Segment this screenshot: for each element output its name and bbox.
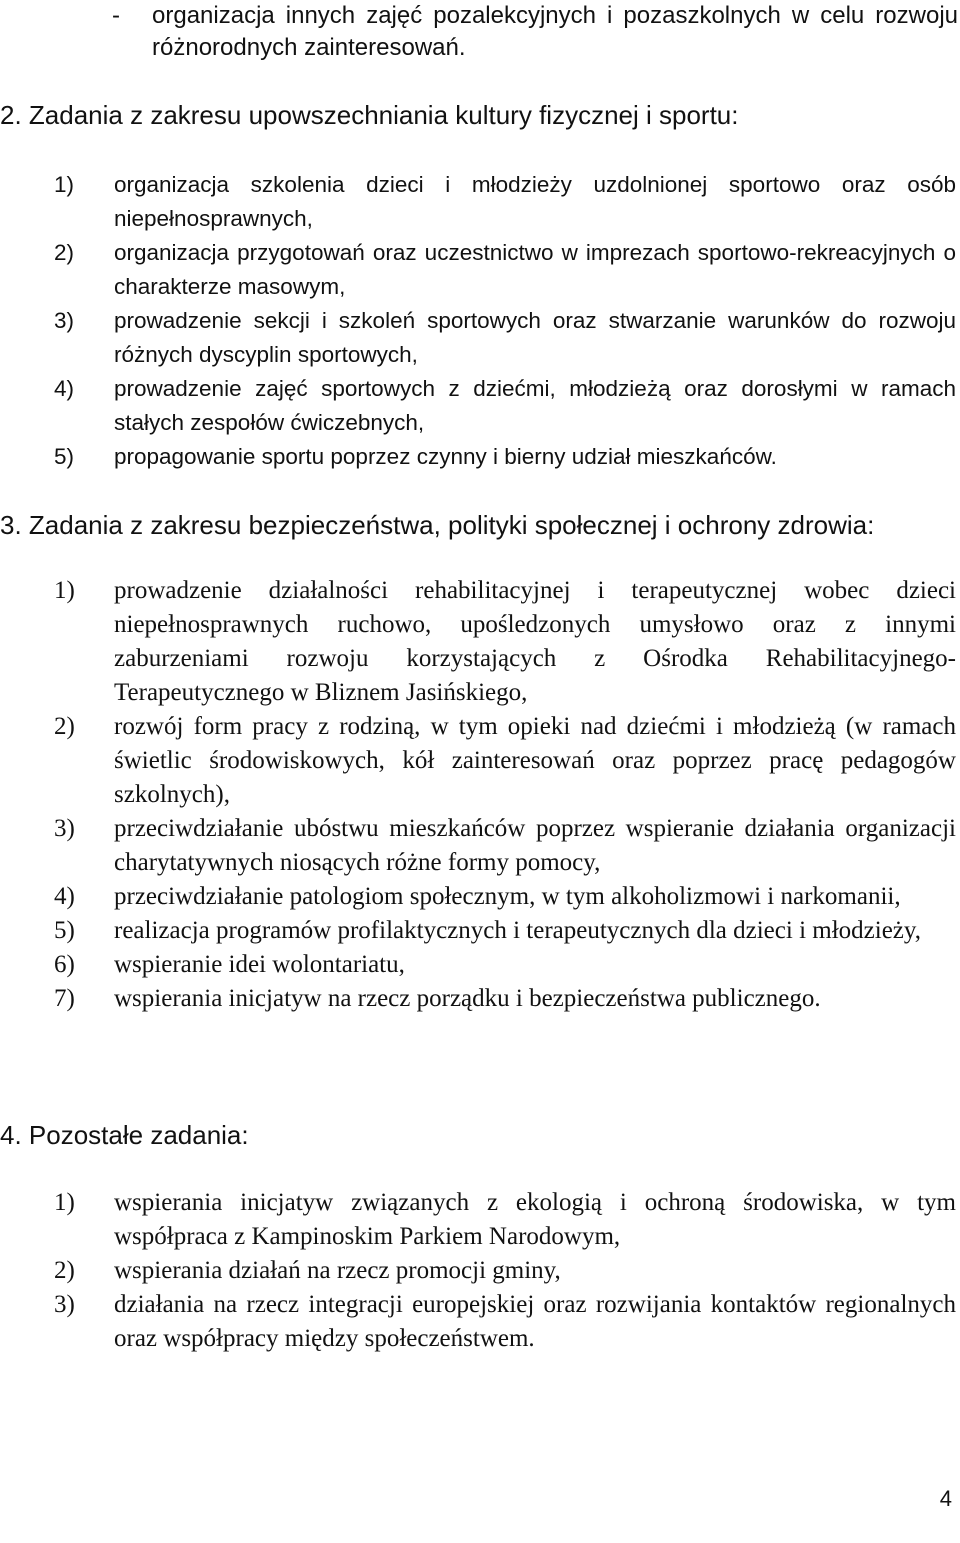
item-text: organizacja szkolenia dzieci i młodzieży uzdolnionej sportowo oraz osób niepełnosprawnych, [114,172,956,231]
list-item [54,372,956,440]
item-number: 3) [54,815,75,842]
item-number: 6) [54,951,75,978]
item-number: 5) [54,917,75,944]
item-text: realizacja programów profilaktycznych i terapeutycznych dla dzieci i młodzieży, [114,917,922,944]
item-text: wspieranie idei wolontariatu, [114,951,405,978]
item-text: prowadzenie działalności rehabilitacyjnej i terapeutycznej wobec dzieci niepełnosprawnych ruchowo, upośledzonych umysłowo oraz z innymi zaburzeniami rozwoju korzystających z Ośrodka Rehabilitacyjnego- Terapeutycznego w Bliznem Jasińskiego, [114,577,956,706]
section-heading-2: 2. Zadania z zakresu upowszechniania kultury fizycznej i sportu: [0,100,739,130]
list-item [54,982,956,1016]
section-heading-3: 3. Zadania z zakresu bezpieczeństwa, polityki społecznej i ochrony zdrowia: [0,510,875,540]
item-text: propagowanie sportu poprzez czynny i bierny udział mieszkańców. [114,444,777,469]
list-dash: - [112,2,120,29]
list-item [54,1288,956,1356]
list-item [54,880,956,914]
item-number: 1) [54,172,75,197]
section-3-list [54,574,956,1016]
page-number: 4 [939,1486,952,1511]
item-number: 7) [54,985,75,1012]
section-heading-4: 4. Pozostałe zadania: [0,1120,249,1150]
item-text: wspierania inicjatyw na rzecz porządku i bezpieczeństwa publicznego. [114,985,821,1012]
list-item [54,440,956,474]
item-text: działania na rzecz integracji europejskiej oraz rozwijania kontaktów regionalnych oraz współpracy między społeczeństwem. [114,1291,956,1352]
item-text: prowadzenie zajęć sportowych z dziećmi, młodzieżą oraz dorosłymi w ramach stałych zespołów ćwiczebnych, [114,376,956,435]
item-text: przeciwdziałanie ubóstwu mieszkańców poprzez wspieranie działania organizacji charytatywnych niosących różne formy pomocy, [114,815,956,876]
list-item [54,236,956,304]
item-text: prowadzenie sekcji i szkoleń sportowych oraz stwarzanie warunków do rozwoju różnych dyscyplin sportowych, [114,308,956,367]
item-text: wspierania działań na rzecz promocji gminy, [114,1257,561,1284]
item-text: rozwój form pracy z rodziną, w tym opieki nad dziećmi i młodzieżą (w ramach świetlic środowiskowych, kół zainteresowań oraz poprzez pracę pedagogów szkolnych), [114,713,956,808]
item-number: 5) [54,444,75,469]
item-number: 1) [54,577,75,604]
list-item [54,948,956,982]
item-text: wspierania inicjatyw związanych z ekologią i ochroną środowiska, w tym współpraca z Kampinoskim Parkiem Narodowym, [114,1189,956,1250]
list-item [54,168,956,236]
item-number: 3) [54,1291,75,1318]
list-item [54,574,956,710]
list-item [54,1254,956,1288]
item-number: 2) [54,240,75,265]
list-item [54,1186,956,1254]
list-item-text: organizacja innych zajęć pozalekcyjnych i pozaszkolnych w celu rozwoju różnorodnych zainteresowań. [152,2,958,61]
item-number: 1) [54,1189,75,1216]
list-item [54,812,956,880]
list-item [54,914,956,948]
item-number: 3) [54,308,75,333]
item-text: organizacja przygotowań oraz uczestnictwo w imprezach sportowo-rekreacyjnych o charakterze masowym, [114,240,956,299]
section-4-list [54,1186,956,1356]
item-text: przeciwdziałanie patologiom społecznym, w tym alkoholizmowi i narkomanii, [114,883,901,910]
item-number: 4) [54,883,75,910]
list-item [54,304,956,372]
item-number: 4) [54,376,75,401]
list-item [54,710,956,812]
item-number: 2) [54,713,75,740]
item-number: 2) [54,1257,75,1284]
section-2-list [54,168,956,474]
